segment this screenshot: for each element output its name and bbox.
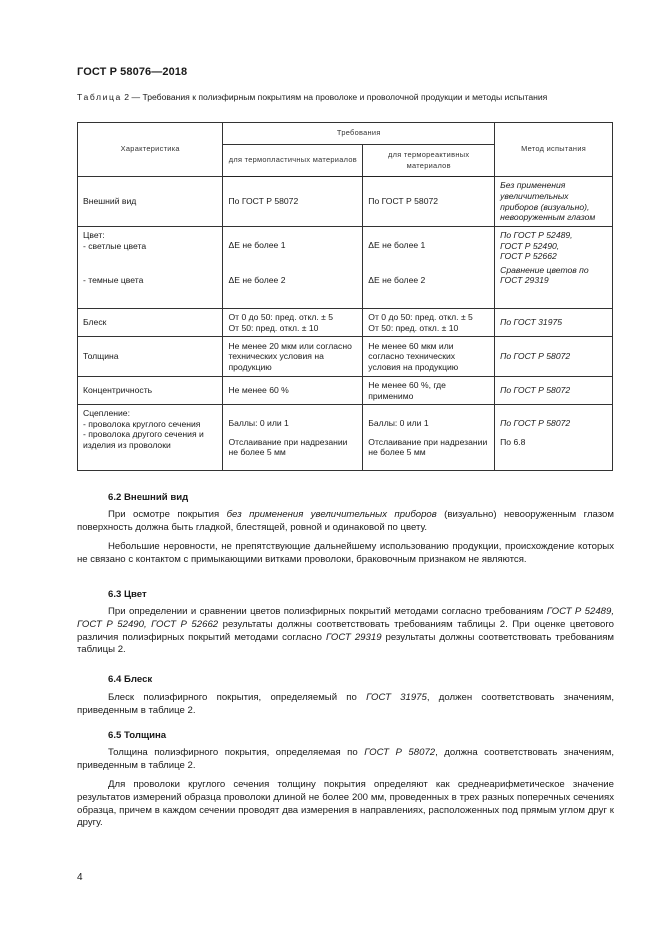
col-header-thermoplastic: для термопластичных материалов: [223, 145, 363, 177]
col-header-requirements: Требования: [223, 123, 495, 145]
section-6-2-paragraph-2: Небольшие неровности, не препятствующие дальнейшему использованию продукции, происхождение которых не связано с контактом с примыкающими витками проволоки, браковочным признаком не являются.: [77, 541, 614, 565]
table-caption-prefix: Таблица: [77, 92, 122, 102]
row-concentricity-tp: Не менее 60 %: [223, 377, 363, 405]
section-6-4-title: 6.4 Блеск: [108, 674, 153, 685]
requirements-table: [77, 122, 613, 471]
row-adhesion-round-tr: Баллы: 0 или 1: [368, 418, 429, 428]
row-adhesion-round-method: По ГОСТ Р 58072: [500, 418, 571, 428]
row-adhesion-method-cell: [495, 405, 613, 471]
row-thickness-tp: Не менее 20 мкм или согласно технических условия на продукцию: [223, 337, 363, 377]
row-appearance-tr: По ГОСТ Р 58072: [363, 177, 495, 227]
row-color-light-method-3: ГОСТ Р 52662: [500, 251, 557, 262]
table-caption: [77, 92, 617, 103]
row-adhesion-other-tr: Отслаивание при надрезании не более 5 мм: [368, 436, 488, 458]
row-appearance-method: Без применения увеличительных приборов (визуально), невооруженным глазом: [495, 177, 613, 227]
row-adhesion-name: Сцепление:: [83, 408, 130, 418]
row-adhesion-tp-cell: [223, 405, 363, 471]
row-adhesion-other: - проволока другого сечения и изделия из проволоки: [83, 429, 204, 450]
row-adhesion-other-tp: Отслаивание при надрезании не более 5 мм: [228, 436, 348, 458]
col-header-characteristic: Характеристика: [78, 123, 223, 177]
row-appearance-name: Внешний вид: [78, 177, 223, 227]
row-color-tr-cell: [363, 227, 495, 309]
row-color-dark: - темные цвета: [83, 275, 144, 286]
section-6-4-paragraph-1: Блеск полиэфирного покрытия, определяемый по ГОСТ 31975, должен соответствовать значениям, приведенным в таблице 2.: [77, 692, 614, 716]
row-color-name-cell: [78, 227, 223, 309]
row-gloss-tr-cell: [363, 309, 495, 337]
row-gloss-tp-cell: [223, 309, 363, 337]
row-concentricity-name: Концентричность: [78, 377, 223, 405]
col-header-thermoreactive: для термореактивных материалов: [363, 145, 495, 177]
row-gloss-tr-1: От 0 до 50: пред. откл. ± 5: [368, 311, 473, 322]
row-concentricity-tr: Не менее 60 %, где применимо: [363, 377, 495, 405]
section-6-2-title: 6.2 Внешний вид: [108, 492, 189, 503]
table-row: [78, 227, 613, 309]
table-row: [78, 377, 613, 405]
row-adhesion-round: - проволока круглого сечения: [83, 418, 201, 429]
row-gloss-tp-2: От 50: пред. откл. ± 10: [228, 322, 319, 333]
row-thickness-method: По ГОСТ Р 58072: [495, 337, 613, 377]
row-gloss-name: Блеск: [78, 309, 223, 337]
row-color-light-method-1: По ГОСТ Р 52489,: [500, 230, 573, 240]
row-adhesion-name-cell: [78, 405, 223, 471]
row-gloss-tr-2: От 50: пред. откл. ± 10: [368, 322, 459, 333]
col-header-method: Метод испытания: [495, 123, 613, 177]
section-6-5-paragraph-1: Толщина полиэфирного покрытия, определяемая по ГОСТ Р 58072, должна соответствовать значениям, приведенным в таблице 2.: [77, 747, 615, 771]
row-color-dark-tp: ΔE не более 2: [228, 274, 286, 285]
row-color-dark-tr: ΔE не более 2: [368, 274, 426, 285]
section-6-3-title: 6.3 Цвет: [108, 589, 147, 600]
page-number: 4: [77, 872, 83, 883]
row-appearance-tp: По ГОСТ Р 58072: [223, 177, 363, 227]
row-gloss-method: По ГОСТ 31975: [495, 309, 613, 337]
row-thickness-tr: Не менее 60 мкм или согласно технических условия на продукцию: [363, 337, 495, 377]
row-color-name: Цвет:: [83, 230, 105, 240]
table-row: [78, 337, 613, 377]
row-color-tp-cell: [223, 227, 363, 309]
row-color-light-tp: ΔE не более 1: [228, 240, 286, 250]
row-color-light-tr: ΔE не более 1: [368, 240, 426, 250]
section-6-3-paragraph-1: При определении и сравнении цветов полиэфирных покрытий методами согласно требованиям ГОСТ Р 52489, ГОСТ Р 52490, ГОСТ Р 52662 результаты должны соответствовать требованиям таблицы 2. При оценке цветового различия полиэфирных покрытий методами согласно ГОСТ 29319 результаты должны соответствовать требованиям таблицы 2.: [77, 606, 615, 656]
row-color-method-cell: [495, 227, 613, 309]
row-adhesion-tr-cell: [363, 405, 495, 471]
row-color-light: - светлые цвета: [83, 240, 147, 251]
row-thickness-name: Толщина: [78, 337, 223, 377]
row-adhesion-other-method: По 6.8: [500, 436, 526, 447]
table-row: [78, 405, 613, 471]
table-row: [78, 177, 613, 227]
document-header: ГОСТ Р 58076—2018: [77, 66, 188, 78]
table-caption-text: 2 — Требования к полиэфирным покрытиям на проволоке и проволочной продукции и методы испытания: [121, 92, 548, 102]
row-gloss-tp-1: От 0 до 50: пред. откл. ± 5: [228, 311, 334, 322]
table-row: [78, 309, 613, 337]
row-adhesion-round-tp: Баллы: 0 или 1: [228, 418, 289, 428]
row-color-light-method-2: ГОСТ Р 52490,: [500, 240, 560, 251]
row-concentricity-method: По ГОСТ Р 58072: [495, 377, 613, 405]
section-6-5-paragraph-2: Для проволоки круглого сечения толщину покрытия определяют как среднеарифметическое значение результатов измерений образца проволоки длиной не более 200 мм, проведенных в трех разных поперечных сечениях образца, причем в каждом сечении проводят два измерения в направлениях, расположенных под прямым углом друг к другу.: [77, 779, 614, 829]
section-6-5-title: 6.5 Толщина: [108, 730, 167, 741]
row-color-dark-method-1: Сравнение цветов по: [500, 264, 589, 275]
row-color-dark-method-2: ГОСТ 29319: [500, 275, 549, 286]
section-6-2-paragraph-1: При осмотре покрытия без применения увеличительных приборов (визуально) невооруженным глазом поверхность должна быть гладкой, блестящей, ровной и одинаковой по цвету.: [77, 509, 614, 533]
